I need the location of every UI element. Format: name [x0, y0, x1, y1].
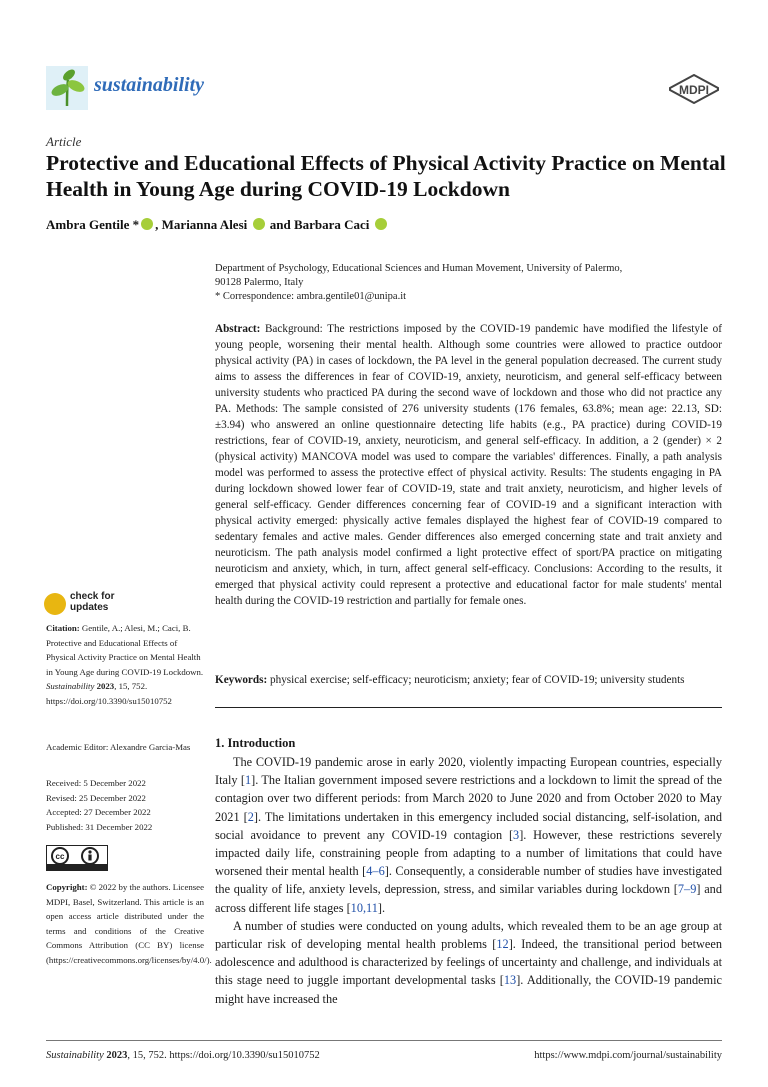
orcid-icon[interactable]: [375, 218, 387, 230]
reference-link[interactable]: 3: [513, 827, 520, 842]
mdpi-logo-icon: [668, 74, 720, 104]
abstract: [215, 321, 722, 609]
copyright: Copyright: © 2022 by the authors. Licensee MDPI, Basel, Switzerland. This article is an open access article distributed under the terms and conditions of the Creative Commons Attribution (CC BY) license (https://creativecommons.org/licenses/by/4.0/).: [46, 882, 212, 965]
dates: [46, 776, 204, 834]
orcid-icon[interactable]: [141, 218, 153, 230]
reference-link[interactable]: 7–9: [677, 882, 697, 897]
check-for-updates-button[interactable]: [44, 591, 154, 617]
divider: [215, 707, 722, 708]
keywords-text: physical exercise; self-efficacy; neuroticism; anxiety; fear of COVID-19; university students: [270, 674, 685, 686]
check-updates-icon: [44, 593, 66, 615]
keywords: [215, 672, 722, 688]
abstract-label: Abstract:: [215, 323, 261, 335]
citation: Citation: Gentile, A.; Alesi, M.; Caci, B. Protective and Educational Effects of Physical Activity Practice on Mental Health in Young Age during COVID-19 Lockdown. Sustainability 2023, 15, 752. https://doi.org/10.3390/su15010752: [46, 623, 204, 706]
reference-link[interactable]: 1: [244, 773, 252, 788]
check-updates-label: check for: [70, 591, 115, 602]
copyright-label: Copyright:: [46, 882, 88, 892]
affiliation-line: Department of Psychology, Educational Sciences and Human Movement, University of Palermo,: [215, 263, 623, 274]
reference-link[interactable]: 13: [503, 973, 517, 988]
revised-date: Revised: 25 December 2022: [46, 792, 146, 803]
section-heading: 1. Introduction: [215, 736, 296, 750]
journal-name: sustainability: [94, 74, 205, 96]
published-date: Published: 31 December 2022: [46, 821, 153, 832]
publisher-name: MDPI: [679, 83, 709, 97]
reference-link[interactable]: 12: [496, 937, 509, 952]
author-list: [46, 217, 389, 233]
author-name: Ambra Gentile *: [46, 217, 140, 232]
article-title: Protective and Educational Effects of Physical Activity Practice on Mental Health in Young Age during COVID-19 Lockdown: [46, 151, 726, 201]
keywords-label: Keywords:: [215, 674, 268, 686]
reference-link[interactable]: 10,11: [350, 900, 378, 915]
academic-editor: Academic Editor: Alexandre Garcia-Mas: [46, 742, 191, 752]
reference-link[interactable]: 2: [247, 809, 254, 824]
cc-by-license-icon[interactable]: [46, 845, 108, 871]
author-name: , Marianna Alesi: [155, 217, 248, 232]
received-date: Received: 5 December 2022: [46, 778, 146, 788]
affiliation-line: 90128 Palermo, Italy: [215, 277, 304, 288]
abstract-text: Background: The restrictions imposed by the COVID-19 pandemic have modified the lifestyle of young people, worsening their mental health. Although some countries were allowed to practice outdoor physical activity (PA) in cases of lockdown, the PA level in the general population decreased. The current study aims to assess the differences in fear of COVID-19, anxiety, neuroticism, and general self-efficacy between university students who practiced PA during the second wave of lockdown and those who did not practice any PA. Methods: The sample consisted of 276 university students (176 females, 63.8%; mean age: 22.13, SD: ±3.94) who answered an online questionnaire detecting life habits (e.g., PA practice) during COVID-19 restrictions, fear of COVID-19, anxiety, neuroticism, and general self-efficacy. In addition, a 2 (gender) × 2 (physical activity) MANCOVA model was used to compare the variables' differences. Finally, a path analysis model was performed to assess the protective effect of physical activity. Results: The students engaging in PA during lockdown showed lower fear of COVID-19, state and trait anxiety, neuroticism, and higher levels of general self-efficacy. Gender differences concerning fear of COVID-19 and a significant interaction with physical activity emerged: physically active females displayed the highest fear of COVID-19 compared to sedentary females and active males. Gender differences also emerged concerning state and trait anxiety and neuroticism. The path analysis model confirmed a light protective effect of sport/PA practice on mitigating neuroticism and anxiety, which, in turn, affect general self-efficacy. Conclusions: According to the results, it emerged that physical activity could represent a protective and educational factor for male students' mental health during the COVID-19 restriction and partially for female ones.: [215, 323, 722, 607]
check-updates-label: updates: [70, 602, 109, 613]
accepted-date: Accepted: 27 December 2022: [46, 807, 151, 818]
section-body: [215, 753, 722, 1008]
footer-citation: Sustainability 2023, 15, 752. https://doi.org/10.3390/su15010752: [46, 1050, 320, 1061]
orcid-icon[interactable]: [253, 218, 265, 230]
article-type: Article: [46, 134, 82, 149]
correspondence: * Correspondence: ambra.gentile01@unipa.it: [215, 291, 407, 302]
affiliations: [215, 262, 715, 304]
citation-label: Citation:: [46, 623, 80, 633]
reference-link[interactable]: 4–6: [366, 864, 385, 879]
footer-divider: [46, 1040, 722, 1041]
paragraph: The COVID-19 pandemic arose in early 2020, violently impacting European countries, especially Italy [1]. The Italian government imposed severe restrictions and a lockdown to limit the spread of the contagion over two different periods: from March 2020 to June 2020 and from October 2020 to May 2021 [2]. The limitations undertaken in this emergency included social distancing, self-isolation, and social avoidance to prevent any COVID-19 contagion [3]. However, these restrictions severely impacted daily life, constraining people from adapting to a number of limitations that could have worsened their mental health [4–6]. Consequently, a considerable number of studies have investigated the quality of life, anxiety levels, depression, stress, and similar variables during lockdown [7–9] and across different life stages [10,11].: [215, 755, 722, 915]
paragraph: A number of studies were conducted on young adults, which revealed them to be an age group at particular risk of developing mental health problems [12]. Indeed, the transitional period between adolescence and adulthood is characterized by feelings of uncertainty and challenge, and individuals at this stage need to juggle important developmental tasks [13]. Additionally, the COVID-19 pandemic might have increased the: [215, 918, 722, 1006]
journal-logo-icon: [46, 66, 88, 110]
svg-text:cc: cc: [55, 852, 65, 861]
footer-journal-url[interactable]: https://www.mdpi.com/journal/sustainability: [534, 1050, 722, 1061]
author-name: and Barbara Caci: [266, 217, 370, 232]
